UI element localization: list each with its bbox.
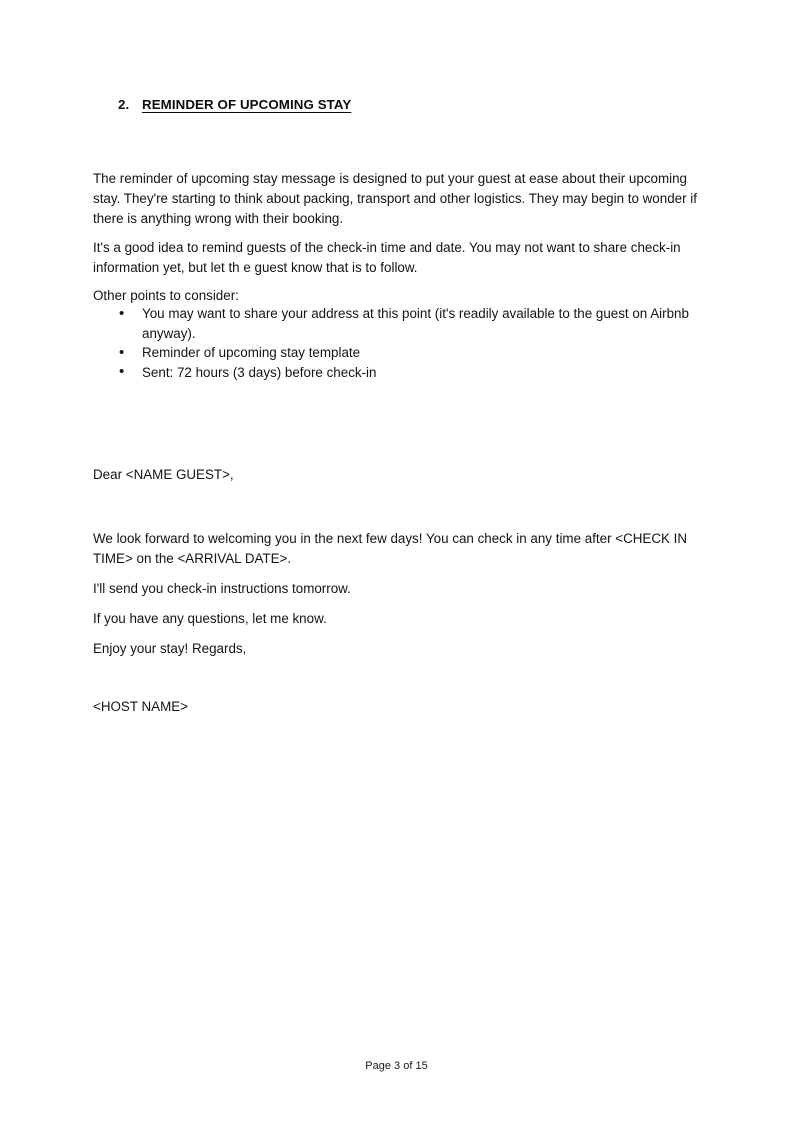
list-item: • You may want to share your address at this point (it's readily available to the guest on Airbnb anyway). xyxy=(93,304,697,343)
list-item: • Reminder of upcoming stay template xyxy=(93,343,697,363)
section-title: REMINDER OF UPCOMING STAY xyxy=(142,97,352,112)
intro-paragraph: The reminder of upcoming stay message is designed to put your guest at ease about their upcoming stay. They're starting to think about packing, transport and other logistics. They may begin to wonder if there is anything wrong with their booking. xyxy=(93,171,697,226)
section-heading xyxy=(118,97,678,112)
other-points-label: Other points to consider: xyxy=(93,288,239,304)
other-points-list xyxy=(93,304,697,382)
letter-closing: Enjoy your stay! Regards, xyxy=(93,641,247,657)
advice-paragraph: It's a good idea to remind guests of the check-in time and date. You may not want to share check-in information yet, but let th e guest know that is to follow. xyxy=(93,240,681,275)
letter-signature: <HOST NAME> xyxy=(93,699,189,715)
letter-body-questions: If you have any questions, let me know. xyxy=(93,611,327,627)
letter-body-instructions: I'll send you check-in instructions tomorrow. xyxy=(93,581,351,597)
letter-salutation: Dear <NAME GUEST>, xyxy=(93,467,234,483)
page-footer: Page 3 of 15 xyxy=(365,1060,428,1072)
letter-body-welcome: We look forward to welcoming you in the next few days! You can check in any time after <CHECK IN TIME> on the <ARRIVAL DATE>. xyxy=(93,531,688,566)
list-item: • Sent: 72 hours (3 days) before check-in xyxy=(93,363,697,383)
section-number: 2. xyxy=(118,97,130,112)
